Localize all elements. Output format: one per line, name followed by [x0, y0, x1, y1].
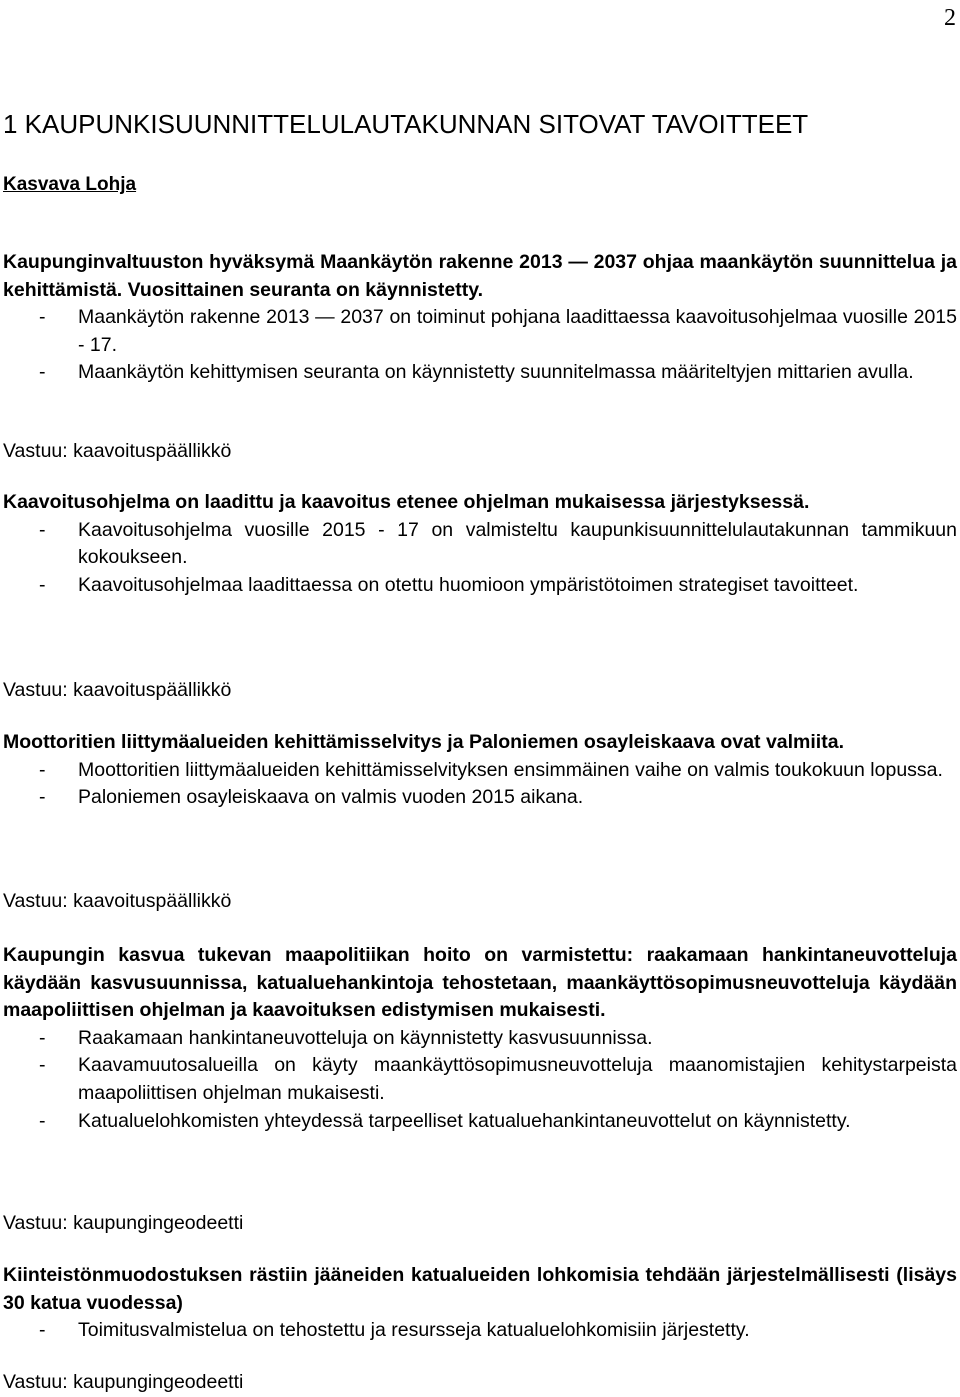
dash-marker: - — [39, 786, 46, 809]
bullet-list — [3, 304, 957, 387]
goal-statement: Moottoritien liittymäalueiden kehittämisselvitys ja Paloniemen osayleiskaava ovat valmiita. — [3, 731, 844, 753]
dash-marker: - — [39, 361, 46, 384]
bullet-item — [3, 304, 957, 359]
bullet-text: Moottoritien liittymäalueiden kehittämisselvityksen ensimmäinen vaihe on valmis toukokuun lopussa. — [78, 758, 943, 781]
bullet-list — [3, 1317, 957, 1345]
responsible-line: Vastuu: kaupungingeodeetti — [3, 1212, 244, 1234]
goal-section — [3, 729, 957, 812]
dash-marker: - — [39, 1026, 46, 1049]
responsible-line: Vastuu: kaavoituspäällikkö — [3, 890, 232, 912]
bullet-text: Katualuelohkomisten yhteydessä tarpeelliset katualuehankintaneuvottelut on käynnistetty. — [78, 1109, 851, 1132]
bullet-text: Paloniemen osayleiskaava on valmis vuoden 2015 aikana. — [78, 786, 584, 809]
goal-section — [3, 489, 957, 599]
dash-marker: - — [39, 1319, 46, 1342]
bullet-item — [3, 757, 957, 785]
bullet-text: Toimitusvalmistelua on tehostettu ja resursseja katualuelohkomisiin järjestetty. — [78, 1319, 750, 1342]
dash-marker: - — [39, 1109, 46, 1132]
dash-marker: - — [39, 306, 46, 329]
bullet-list — [3, 1025, 957, 1135]
bullet-item — [3, 359, 957, 387]
bullet-text: Maankäytön kehittymisen seuranta on käynnistetty suunnitelmassa määriteltyjen mittarien avulla. — [78, 361, 914, 384]
bullet-item — [3, 1317, 957, 1345]
bullet-item — [3, 572, 957, 600]
bullet-list — [3, 757, 957, 812]
goal-section — [3, 249, 957, 387]
bullet-item — [3, 1025, 957, 1053]
dash-marker: - — [39, 573, 46, 596]
responsible-line: Vastuu: kaavoituspäällikkö — [3, 679, 232, 701]
bullet-item — [3, 1108, 957, 1136]
bullet-text: Kaavoitusohjelma vuosille 2015 - 17 on valmisteltu kaupunkisuunnittelulautakunnan tammikuun kokoukseen. — [78, 518, 957, 569]
goal-section — [3, 1262, 957, 1345]
dash-marker: - — [39, 518, 46, 541]
bullet-list — [3, 517, 957, 600]
dash-marker: - — [39, 758, 46, 781]
bullet-text: Raakamaan hankintaneuvotteluja on käynnistetty kasvusuunnissa. — [78, 1026, 653, 1049]
bullet-text: Maankäytön rakenne 2013 — 2037 on toiminut pohjana laadittaessa kaavoitusohjelmaa vuosille 2015 - 17. — [78, 306, 957, 356]
goal-statement: Kaupunginvaltuuston hyväksymä Maankäytön rakenne 2013 — 2037 ohjaa maankäytön suunnittelua ja kehittämistä. Vuosittainen seuranta on käynnistetty. — [3, 251, 957, 301]
goal-section — [3, 942, 957, 1135]
goal-statement: Kaavoitusohjelma on laadittu ja kaavoitus etenee ohjelman mukaisessa järjestyksessä. — [3, 491, 810, 513]
responsible-line: Vastuu: kaavoituspäällikkö — [3, 440, 232, 462]
page-number: 2 — [944, 5, 956, 31]
bullet-item — [3, 1052, 957, 1107]
page-title: 1 KAUPUNKISUUNNITTELULAUTAKUNNAN SITOVAT TAVOITTEET — [3, 109, 809, 139]
responsible-line: Vastuu: kaupungingeodeetti — [3, 1371, 244, 1393]
goal-statement: Kiinteistönmuodostuksen rästiin jääneiden katualueiden lohkomisia tehdään järjestelmällisesti (lisäys 30 katua vuodessa) — [3, 1264, 957, 1314]
bullet-text: Kaavamuutosalueilla on käyty maankäyttösopimusneuvotteluja maanomistajien kehitystarpeista maapoliittisen ohjelman mukaisesti. — [78, 1054, 957, 1104]
bullet-item — [3, 517, 957, 572]
bullet-item — [3, 784, 957, 812]
bullet-text: Kaavoitusohjelmaa laadittaessa on otettu huomioon ympäristötoimen strategiset tavoitteet. — [78, 573, 859, 596]
dash-marker: - — [39, 1054, 46, 1077]
section-subheading: Kasvava Lohja — [3, 174, 137, 195]
goal-statement: Kaupungin kasvua tukevan maapolitiikan hoito on varmistettu: raakamaan hankintaneuvotteluja käydään kasvusuunnissa, katualuehankintoja tehostetaan, maankäyttösopimusneuvotteluja käydään maapoliittisen ohjelman ja kaavoituksen edistymisen mukaisesti. — [3, 944, 957, 1022]
